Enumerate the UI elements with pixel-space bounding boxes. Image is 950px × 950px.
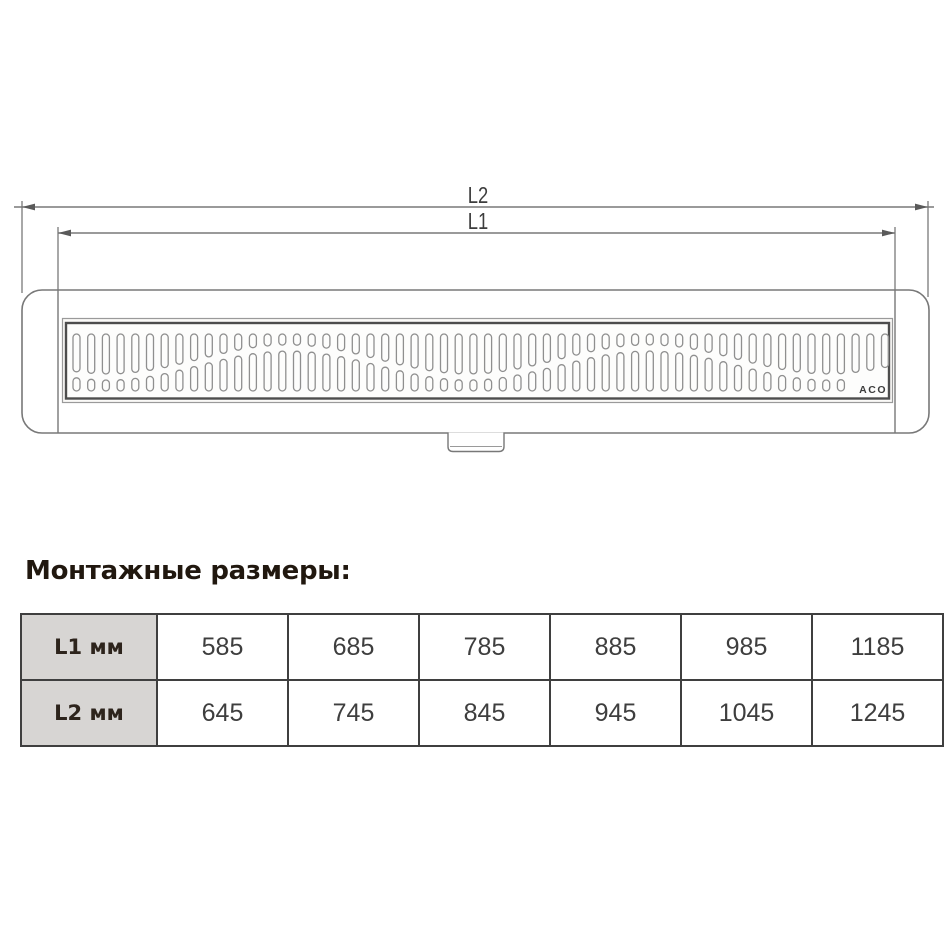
table-cell-l2-3: 945 (551, 681, 680, 745)
table-cell-l1-2: 785 (420, 615, 549, 679)
table-cell-l1-4: 985 (682, 615, 811, 679)
table-cell-l1-1: 685 (289, 615, 418, 679)
table-cell-l2-2: 845 (420, 681, 549, 745)
l1-dimension (58, 209, 895, 291)
table-cell-l1-5: 1185 (813, 615, 942, 679)
drain-technical-drawing (0, 0, 950, 470)
mounting-dimensions-table (20, 613, 944, 747)
aco-logo: ACO (859, 384, 887, 396)
drain-outlet (448, 433, 504, 452)
l2-arrow-left (22, 204, 35, 211)
l1-dimension-label: L1 (467, 209, 489, 235)
l2-arrow-right (915, 204, 928, 211)
l2-dimension-label: L2 (467, 183, 489, 209)
table-cell-l2-0: 645 (158, 681, 287, 745)
row-header-l2: L2 мм (22, 681, 156, 745)
drain-grate (63, 319, 893, 403)
row-header-l1: L1 мм (22, 615, 156, 679)
table-cell-l1-3: 885 (551, 615, 680, 679)
l1-arrow-right (882, 230, 895, 237)
l1-arrow-left (58, 230, 71, 237)
table-cell-l2-4: 1045 (682, 681, 811, 745)
table-cell-l2-1: 745 (289, 681, 418, 745)
l2-dimension (14, 183, 934, 297)
mounting-dimensions-heading: Монтажные размеры: (25, 556, 351, 586)
table-cell-l2-5: 1245 (813, 681, 942, 745)
table-cell-l1-0: 585 (158, 615, 287, 679)
